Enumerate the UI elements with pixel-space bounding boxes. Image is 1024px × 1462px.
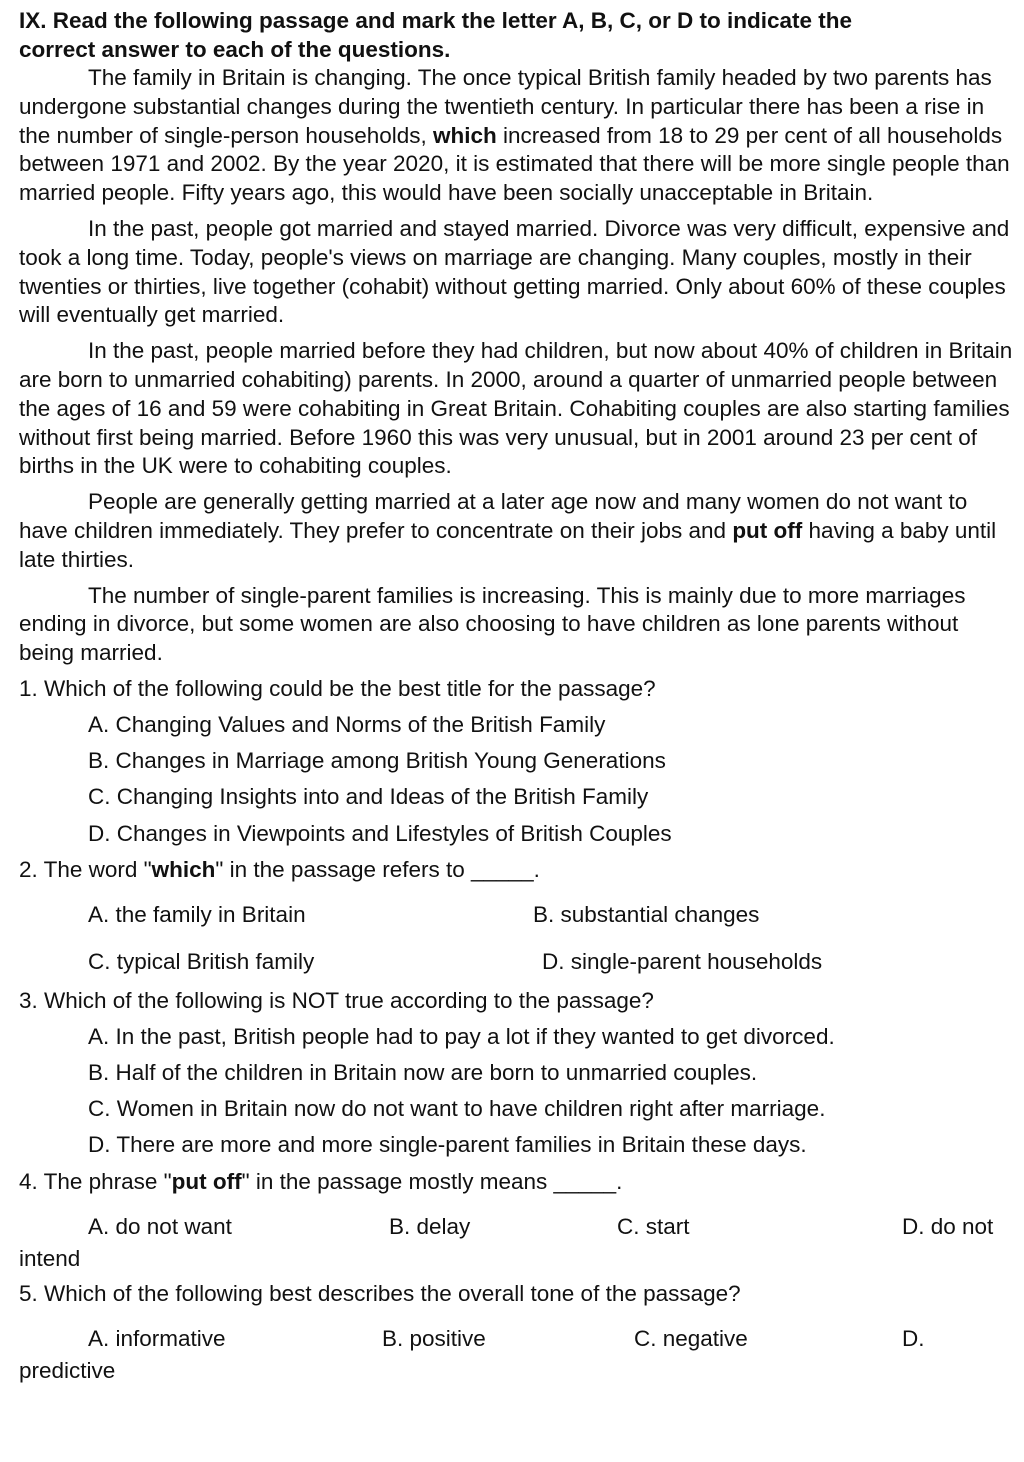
option-b[interactable]: B. Changes in Marriage among British Young Generations (88, 748, 666, 774)
options-row (19, 1204, 1019, 1251)
option-b[interactable]: B. Half of the children in Britain now are born to unmarried couples. (88, 1059, 758, 1085)
option-d[interactable]: D. single-parent households (542, 948, 823, 974)
option-c[interactable]: C. Changing Insights into and Ideas of the British Family (88, 784, 649, 810)
option-a[interactable]: A. do not want (88, 1213, 232, 1239)
options-row-2 (19, 948, 1019, 987)
question-stem (19, 856, 1019, 885)
bold-word-which: which (433, 122, 497, 148)
question-4 (19, 1168, 1019, 1274)
option-c[interactable]: C. typical British family (88, 948, 315, 974)
options-row (19, 1316, 1019, 1363)
passage-paragraph-3: In the past, people married before they had children, but now about 40% of children in Britain are born to unmarried cohabiting) parents. In 2000, around a quarter of unmarried people between the ages of 16 and 59 were cohabiting in Great Britain. Cohabiting couples are also starting families without first being married. Before 1960 this was very unusual, but in 2001 around 23 per cent of births in the UK were to cohabiting couples. (19, 338, 1013, 479)
passage-paragraph-4 (19, 488, 1019, 574)
question-stem (19, 1168, 1019, 1197)
option-c[interactable]: C. Women in Britain now do not want to have children right after marriage. (88, 1096, 826, 1122)
question-stem-text: " in the passage mostly means _____. (241, 1168, 623, 1194)
passage-text: having a baby until late thirties. (19, 517, 997, 572)
option-d[interactable]: D. (902, 1326, 925, 1352)
exercise-heading-line-2: correct answer to each of the questions. (19, 36, 451, 62)
option-a[interactable]: A. In the past, British people had to pay a lot if they wanted to get divorced. (88, 1023, 835, 1049)
option-d[interactable]: D. Changes in Viewpoints and Lifestyles of British Couples (88, 820, 672, 846)
question-2 (19, 856, 1019, 987)
option-d[interactable]: D. There are more and more single-parent families in Britain these days. (88, 1132, 807, 1158)
bold-phrase-put-off: put off (732, 517, 803, 543)
option-d-continued[interactable]: predictive (19, 1358, 116, 1384)
bold-phrase-put-off: put off (171, 1168, 242, 1194)
passage-paragraph-5: The number of single-parent families is increasing. This is mainly due to more marriages ending in divorce, but some women are also choosing to have children as lone parents without being married. (19, 582, 966, 666)
question-stem: 3. Which of the following is NOT true according to the passage? (19, 987, 654, 1013)
option-b[interactable]: B. substantial changes (533, 901, 760, 927)
passage-paragraph-1 (19, 64, 1019, 208)
question-stem-text: 2. The word " (19, 856, 152, 882)
bold-word-which: which (151, 856, 216, 882)
option-d-continued[interactable]: intend (19, 1245, 81, 1271)
passage-paragraph-2: In the past, people got married and stayed married. Divorce was very difficult, expensive and took a long time. Today, people's views on marriage are changing. Many couples, mostly in their twenties or thirties, live together (cohabit) without getting married. Only about 60% of these couples will eventually get married. (19, 215, 1010, 328)
passage-text: increased from 18 to 29 per cent of all households between 1971 and 2002. By the year 2020, it is estimated that there will be more single people than married people. Fifty years ago, this would have been socially unacceptable in Britain. (19, 122, 1010, 206)
option-b[interactable]: B. positive (382, 1326, 486, 1352)
question-stem: 1. Which of the following could be the best title for the passage? (19, 675, 656, 701)
question-stem: 5. Which of the following best describes the overall tone of the passage? (19, 1281, 741, 1307)
passage-text: People are generally getting married at a later age now and many women do not want to have children immediately. They prefer to concentrate on their jobs and (19, 489, 968, 543)
option-c[interactable]: C. start (617, 1213, 690, 1239)
question-5 (19, 1280, 1019, 1386)
option-a[interactable]: A. Changing Values and Norms of the British Family (88, 711, 606, 737)
document (19, 7, 1019, 1393)
options-row-1 (19, 892, 1019, 948)
question-stem-text: 4. The phrase " (19, 1168, 172, 1194)
question-3 (19, 987, 1019, 1160)
option-c[interactable]: C. negative (634, 1326, 748, 1352)
option-b[interactable]: B. delay (389, 1213, 471, 1239)
option-a[interactable]: A. informative (88, 1326, 226, 1352)
option-a[interactable]: A. the family in Britain (88, 901, 306, 927)
question-stem-text: " in the passage refers to _____. (215, 856, 540, 882)
passage-text: The family in Britain is changing. The once typical British family headed by two parents has undergone substantial changes during the twentieth century. In particular there has been a rise in the number of single-person households, (19, 65, 992, 148)
question-1 (19, 675, 1019, 848)
exercise-heading (19, 7, 1019, 64)
exercise-heading-line-1: IX. Read the following passage and mark the letter A, B, C, or D to indicate the (19, 8, 853, 33)
option-d[interactable]: D. do not (902, 1213, 994, 1239)
